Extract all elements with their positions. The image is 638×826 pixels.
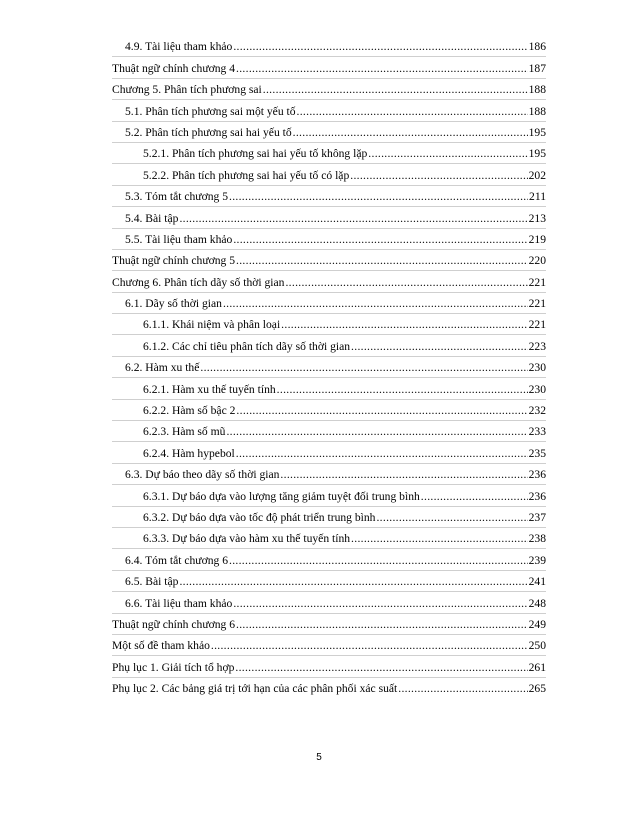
toc-entry-title: 4.9. Tài liệu tham khảo bbox=[125, 40, 233, 54]
toc-entry-title: 6.2.2. Hàm số bậc 2 bbox=[143, 404, 236, 418]
toc-entry-page: 188 bbox=[528, 104, 546, 118]
toc-entry[interactable] bbox=[112, 79, 546, 100]
dot-leader bbox=[236, 62, 528, 78]
toc-entry-page: 186 bbox=[528, 40, 546, 54]
toc-entry-title: 6.1.1. Khái niệm và phân loại bbox=[143, 318, 281, 332]
toc-entry-page: 249 bbox=[528, 617, 546, 631]
toc-entry-title: 6.2. Hàm xu thế bbox=[125, 361, 200, 375]
toc-entry-page: 233 bbox=[528, 425, 546, 439]
dot-leader bbox=[235, 661, 527, 677]
toc-entry-page: 232 bbox=[528, 404, 546, 418]
toc-entry-title: 6.2.1. Hàm xu thế tuyến tính bbox=[143, 382, 276, 396]
table-of-contents bbox=[112, 36, 546, 698]
dot-leader bbox=[281, 318, 527, 334]
toc-entry[interactable] bbox=[112, 164, 546, 185]
dot-leader bbox=[398, 682, 527, 698]
toc-entry-page: 230 bbox=[528, 361, 546, 375]
toc-entry[interactable] bbox=[112, 592, 546, 613]
toc-entry-title: 6.1.2. Các chỉ tiêu phân tích dãy số thời gian bbox=[143, 339, 351, 353]
toc-entry-page: 236 bbox=[528, 468, 546, 482]
toc-entry[interactable] bbox=[112, 442, 546, 463]
toc-entry-title: 6.3.1. Dự báo dựa vào lượng tăng giảm tuyệt đối trung bình bbox=[143, 489, 420, 503]
toc-entry-page: 238 bbox=[528, 532, 546, 546]
toc-entry-page: 213 bbox=[528, 211, 546, 225]
dot-leader bbox=[293, 126, 528, 142]
toc-entry-page: 261 bbox=[528, 660, 546, 674]
dot-leader bbox=[236, 618, 528, 634]
dot-leader bbox=[297, 105, 528, 121]
toc-entry[interactable] bbox=[112, 57, 546, 78]
dot-leader bbox=[351, 532, 528, 548]
toc-entry-title: Một số đề tham khảo bbox=[112, 639, 210, 653]
toc-entry-page: 241 bbox=[528, 575, 546, 589]
toc-entry-title: 5.2.2. Phân tích phương sai hai yếu tố có lặp bbox=[143, 168, 350, 182]
dot-leader bbox=[350, 169, 527, 185]
toc-entry-page: 248 bbox=[528, 596, 546, 610]
dot-leader bbox=[179, 575, 527, 591]
toc-entry[interactable] bbox=[112, 421, 546, 442]
page-number: 5 bbox=[316, 752, 322, 763]
toc-entry[interactable] bbox=[112, 614, 546, 635]
dot-leader bbox=[236, 254, 528, 270]
dot-leader bbox=[236, 404, 527, 420]
toc-entry-title: Phụ lục 2. Các bảng giá trị tới hạn của các phân phối xác suất bbox=[112, 682, 398, 696]
toc-entry-page: 211 bbox=[529, 190, 546, 204]
toc-entry-title: 6.6. Tài liệu tham khảo bbox=[125, 596, 233, 610]
dot-leader bbox=[368, 147, 527, 163]
dot-leader bbox=[226, 425, 527, 441]
toc-entry-title: 6.1. Dãy số thời gian bbox=[125, 297, 222, 311]
toc-entry-page: 239 bbox=[528, 553, 546, 567]
toc-entry-title: 5.4. Bài tập bbox=[125, 211, 179, 225]
toc-entry[interactable] bbox=[112, 143, 546, 164]
toc-entry-title: Thuật ngữ chính chương 5 bbox=[112, 254, 236, 268]
dot-leader bbox=[263, 83, 528, 99]
toc-entry[interactable] bbox=[112, 271, 546, 292]
toc-entry-page: 265 bbox=[528, 682, 546, 696]
toc-entry-title: 5.3. Tóm tắt chương 5 bbox=[125, 190, 229, 204]
toc-entry-title: Thuật ngữ chính chương 6 bbox=[112, 617, 236, 631]
toc-entry-page: 250 bbox=[528, 639, 546, 653]
toc-entry-title: 6.2.4. Hàm hypebol bbox=[143, 446, 235, 460]
toc-entry-page: 195 bbox=[528, 125, 546, 139]
dot-leader bbox=[233, 40, 527, 56]
dot-leader bbox=[277, 383, 528, 399]
toc-entry-title: 5.5. Tài liệu tham khảo bbox=[125, 232, 233, 246]
dot-leader bbox=[179, 212, 527, 228]
toc-entry[interactable] bbox=[112, 528, 546, 549]
dot-leader bbox=[200, 361, 527, 377]
dot-leader bbox=[229, 554, 528, 570]
toc-entry[interactable] bbox=[112, 571, 546, 592]
toc-entry[interactable] bbox=[112, 335, 546, 356]
toc-entry[interactable] bbox=[112, 207, 546, 228]
toc-entry-page: 187 bbox=[528, 61, 546, 75]
toc-entry-page: 221 bbox=[528, 297, 546, 311]
dot-leader bbox=[229, 190, 528, 206]
toc-entry-title: Chương 5. Phân tích phương sai bbox=[112, 83, 262, 97]
toc-entry-page: 220 bbox=[528, 254, 546, 268]
dot-leader bbox=[233, 597, 527, 613]
dot-leader bbox=[223, 297, 528, 313]
toc-entry[interactable] bbox=[112, 186, 546, 207]
toc-entry-page: 237 bbox=[528, 510, 546, 524]
toc-entry-page: 219 bbox=[528, 232, 546, 246]
dot-leader bbox=[376, 511, 527, 527]
toc-entry-title: 6.2.3. Hàm số mũ bbox=[143, 425, 226, 439]
toc-entry-page: 195 bbox=[528, 147, 546, 161]
toc-entry-page: 230 bbox=[528, 382, 546, 396]
toc-entry[interactable] bbox=[112, 229, 546, 250]
toc-entry-page: 202 bbox=[528, 168, 546, 182]
toc-entry-title: 6.3. Dự báo theo dãy số thời gian bbox=[125, 468, 280, 482]
toc-entry[interactable] bbox=[112, 485, 546, 506]
toc-entry[interactable] bbox=[112, 635, 546, 656]
toc-entry-page: 188 bbox=[528, 83, 546, 97]
toc-entry-title: 5.2.1. Phân tích phương sai hai yếu tố không lặp bbox=[143, 147, 368, 161]
toc-entry[interactable] bbox=[112, 36, 546, 57]
toc-entry-page: 221 bbox=[528, 318, 546, 332]
toc-entry-title: Phụ lục 1. Giải tích tổ hợp bbox=[112, 660, 235, 674]
toc-entry-title: Chương 6. Phân tích dãy số thời gian bbox=[112, 275, 285, 289]
toc-entry[interactable] bbox=[112, 507, 546, 528]
toc-entry-page: 236 bbox=[528, 489, 546, 503]
toc-entry-page: 223 bbox=[528, 339, 546, 353]
dot-leader bbox=[280, 468, 527, 484]
toc-entry[interactable] bbox=[112, 314, 546, 335]
dot-leader bbox=[351, 340, 528, 356]
toc-entry-title: Thuật ngữ chính chương 4 bbox=[112, 61, 236, 75]
dot-leader bbox=[285, 276, 527, 292]
toc-entry[interactable] bbox=[112, 464, 546, 485]
toc-entry-title: 5.2. Phân tích phương sai hai yếu tố bbox=[125, 125, 292, 139]
toc-entry[interactable] bbox=[112, 122, 546, 143]
toc-entry-page: 235 bbox=[528, 446, 546, 460]
toc-entry[interactable] bbox=[112, 378, 546, 399]
toc-entry-title: 6.3.2. Dự báo dựa vào tốc độ phát triển trung bình bbox=[143, 510, 376, 524]
dot-leader bbox=[233, 233, 527, 249]
dot-leader bbox=[421, 490, 528, 506]
toc-entry[interactable] bbox=[112, 656, 546, 677]
toc-entry-title: 6.3.3. Dự báo dựa vào hàm xu thế tuyến tính bbox=[143, 532, 351, 546]
toc-entry[interactable] bbox=[112, 357, 546, 378]
toc-entry-title: 6.4. Tóm tắt chương 6 bbox=[125, 553, 229, 567]
toc-entry[interactable] bbox=[112, 400, 546, 421]
toc-entry[interactable] bbox=[112, 293, 546, 314]
toc-entry[interactable] bbox=[112, 250, 546, 271]
dot-leader bbox=[236, 447, 528, 463]
toc-entry-title: 6.5. Bài tập bbox=[125, 575, 179, 589]
toc-entry[interactable] bbox=[112, 100, 546, 121]
toc-entry-page: 221 bbox=[528, 275, 546, 289]
dot-leader bbox=[211, 639, 528, 655]
toc-entry[interactable] bbox=[112, 678, 546, 698]
toc-entry[interactable] bbox=[112, 549, 546, 570]
toc-entry-title: 5.1. Phân tích phương sai một yếu tố bbox=[125, 104, 296, 118]
